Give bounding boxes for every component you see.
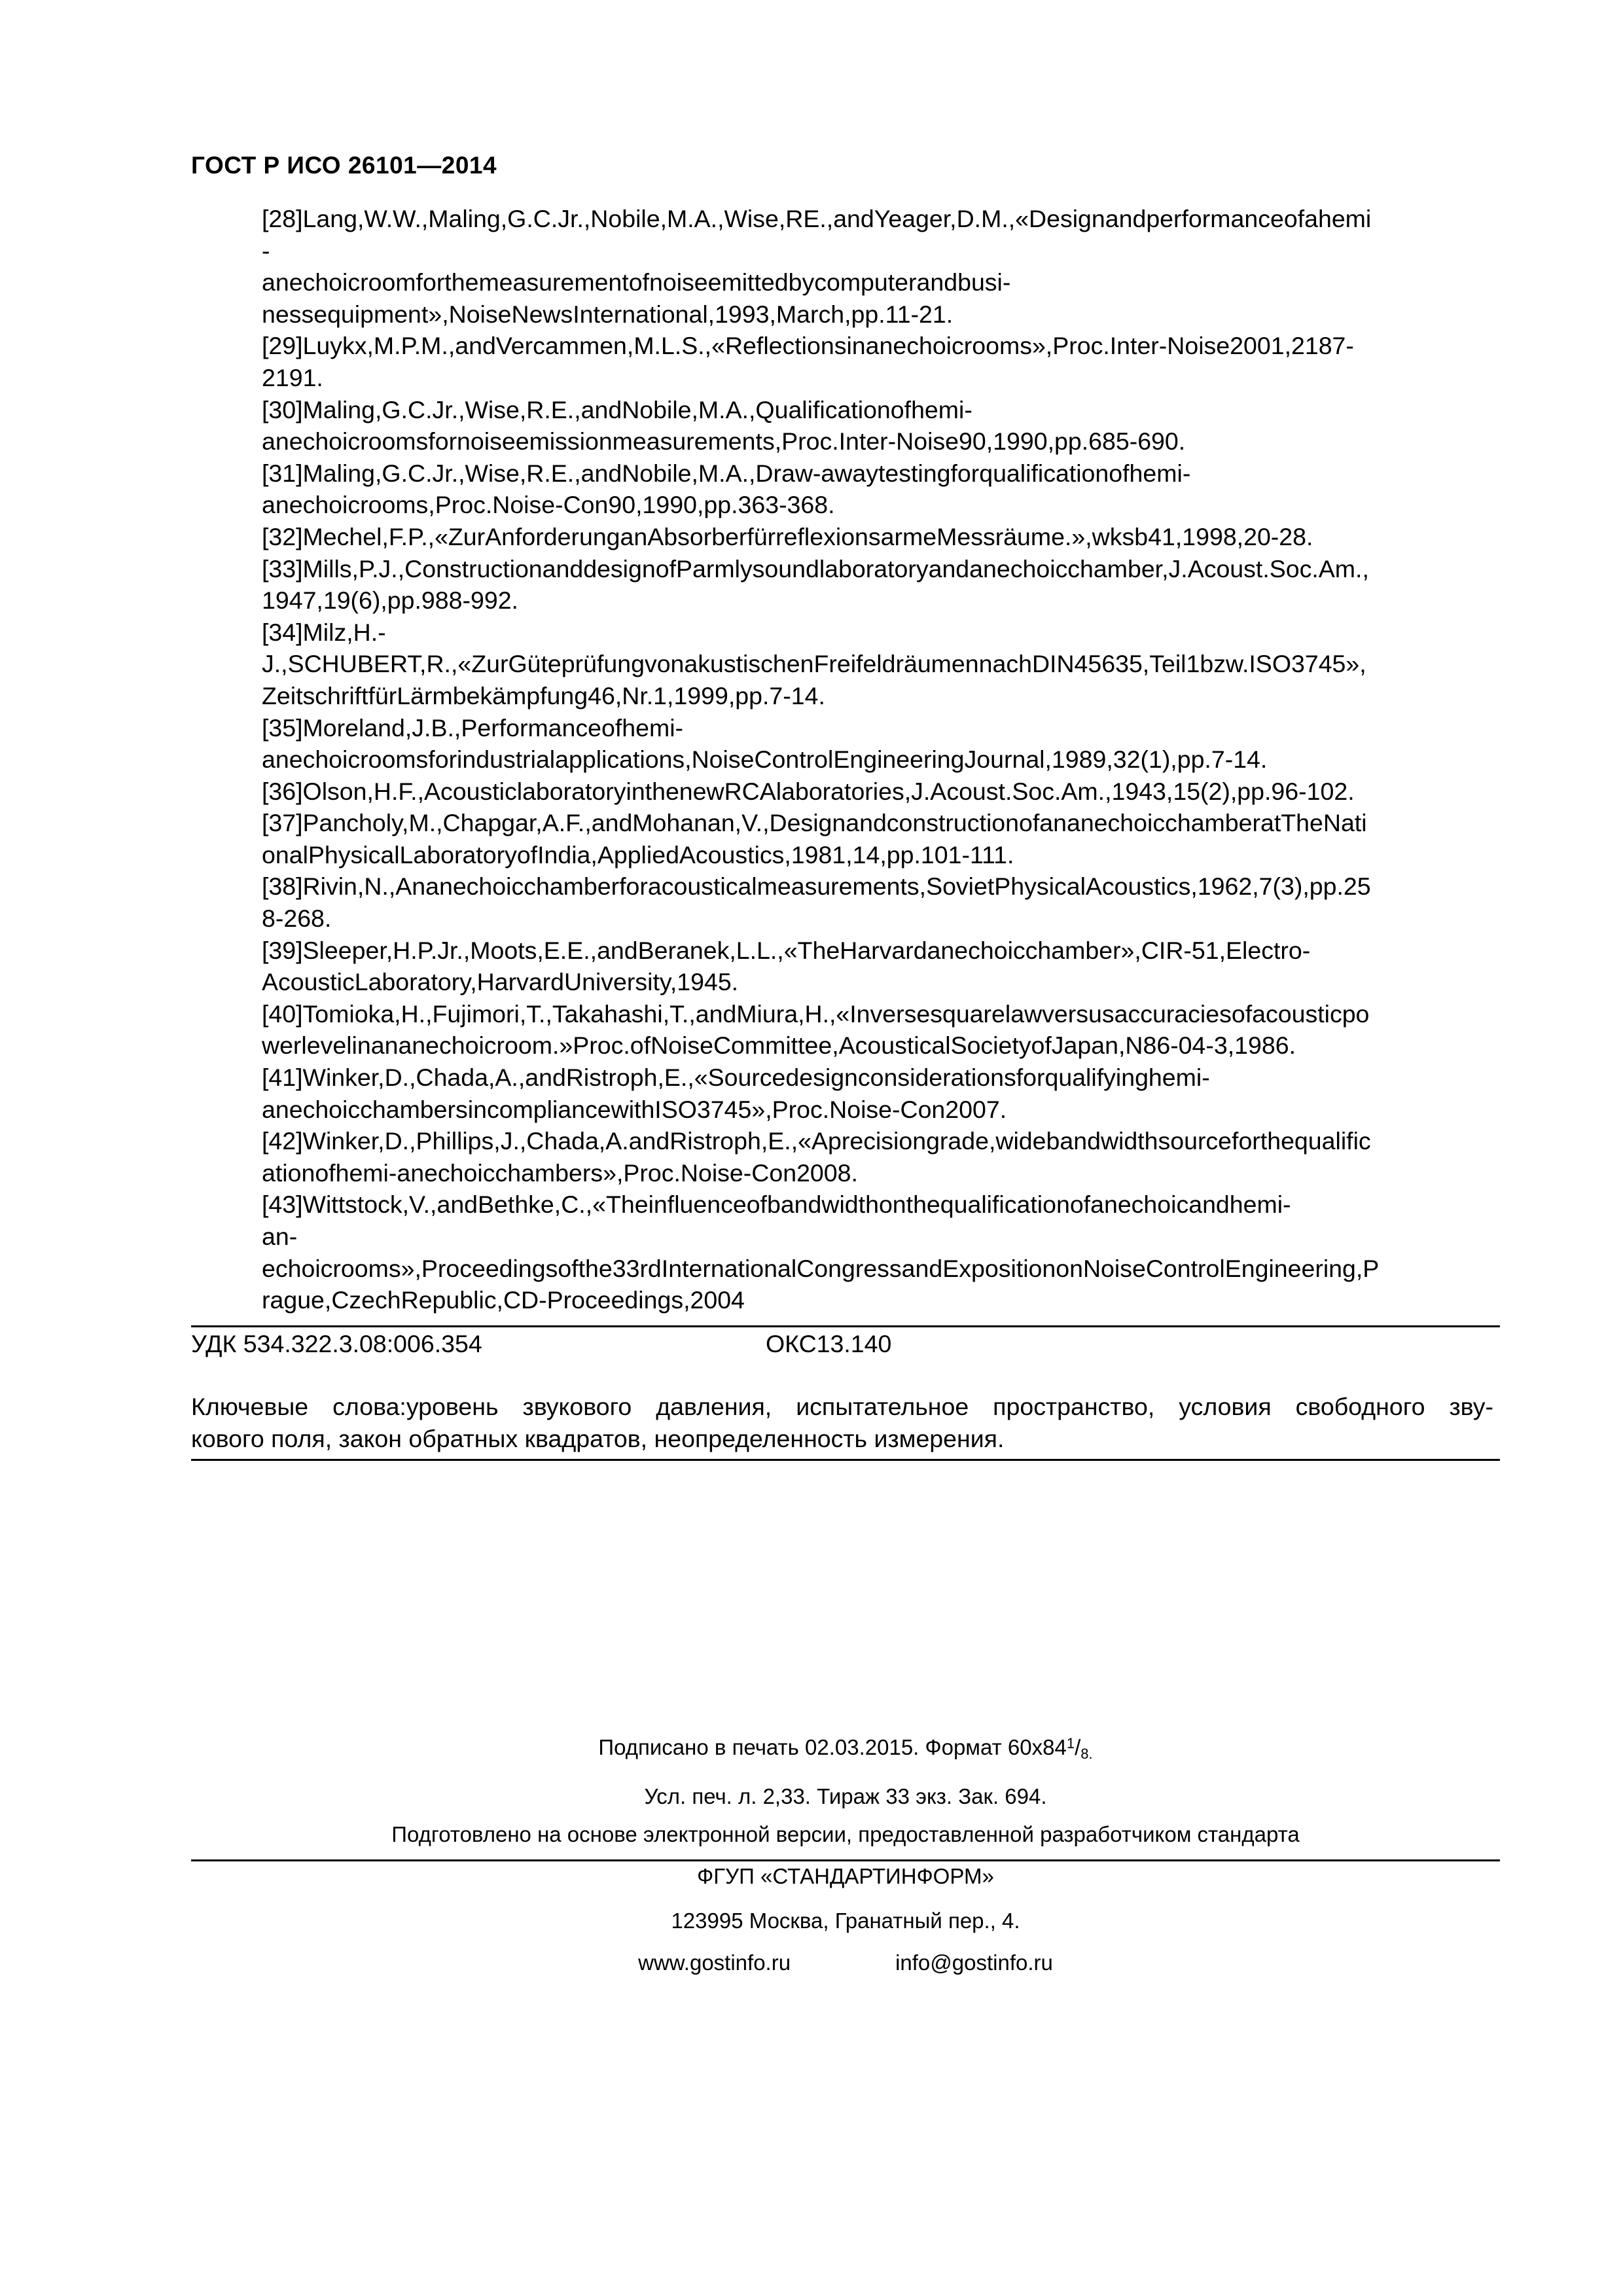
reference-line: AcousticLaboratory,HarvardUniversity,1945. xyxy=(262,968,739,996)
reference-line: rague,CzechRepublic,CD-Proceedings,2004 xyxy=(262,1286,745,1314)
reference-line: [33]Mills,P.J.,ConstructionanddesignofParmlysoundlaboratoryandanechoicchamber,J.Acoust.Soc.Am., xyxy=(262,554,1369,583)
imprint-publisher: ФГУП «СТАНДАРТИНФОРМ» xyxy=(697,1864,994,1888)
reference-line: [34]Milz,H.- xyxy=(262,618,386,646)
format-slash: / xyxy=(1075,1735,1081,1759)
keywords-line: кового поля, закон обратных квадратов, неопределенность измерения. xyxy=(191,1424,1005,1452)
reference-40 xyxy=(262,998,1505,1062)
imprint-signed-text: Подписано в печать 02.03.2015. Формат 60x84 xyxy=(598,1735,1067,1759)
imprint-address: 123995 Москва, Гранатный пер., 4. xyxy=(671,1909,1020,1933)
reference-line: onalPhysicalLaboratoryofIndia,AppliedAcoustics,1981,14,pp.101-111. xyxy=(262,840,1014,869)
reference-line: 2191. xyxy=(262,363,323,391)
reference-line: 8-268. xyxy=(262,905,332,933)
format-numerator: 1 xyxy=(1066,1735,1075,1751)
reference-line: [43]Wittstock,V.,andBethke,C.,«Theinfluenceofbandwidthonthequalificationofanechoicandhemi- xyxy=(262,1191,1291,1219)
udk-code: УДК 534.322.3.08:006.354 xyxy=(191,1330,482,1357)
imprint-contacts xyxy=(191,1950,1500,1975)
reference-line: anechoicrooms,Proc.Noise-Con90,1990,pp.363-368. xyxy=(262,491,835,519)
reference-line: anechoicroomforthemeasurementofnoiseemittedbycomputerandbusi- xyxy=(262,268,1011,296)
reference-line: [32]Mechel,F.P.,«ZurAnforderunganAbsorberfürreflexionsarmeMessräume.»,wksb41,1998,20-28. xyxy=(262,522,1313,550)
reference-39 xyxy=(262,935,1505,998)
reference-line: [29]Luykx,M.P.M.,andVercammen,M.L.S.,«Reflectionsinanechoicrooms»,Proc.Inter-Noise2001,2187- xyxy=(262,332,1354,360)
reference-line: anechoicroomsfornoiseemissionmeasurements,Proc.Inter-Noise90,1990,pp.685-690. xyxy=(262,427,1186,456)
reference-line: anechoicchambersincompliancewithISO3745»,Proc.Noise-Con2007. xyxy=(262,1095,1007,1123)
reference-43 xyxy=(262,1189,1505,1316)
keywords-bottom-rule xyxy=(191,1459,1500,1461)
reference-32 xyxy=(262,521,1505,553)
document-header: ГОСТ Р ИСО 26101—2014 xyxy=(191,152,497,179)
reference-line: [37]Pancholy,M.,Chapgar,A.F.,andMohanan,V.,DesignandconstructionofananechoicchamberatTheNati xyxy=(262,809,1367,837)
reference-38 xyxy=(262,870,1505,934)
reference-42 xyxy=(262,1125,1505,1189)
reference-line: echoicrooms»,Proceedingsofthe33rdInternationalCongressandExpositiononNoiseControlEngineering,P xyxy=(262,1254,1380,1282)
reference-list xyxy=(262,203,1505,1316)
reference-line: J.,SCHUBERT,R.,«ZurGüteprüfungvonakustischenFreifeldräumennachDIN45635,Teil1bzw.ISO3745», xyxy=(262,650,1366,678)
reference-line: ZeitschriftfürLärmbekämpfung46,Nr.1,1999,pp.7-14. xyxy=(262,681,825,709)
imprint-rule xyxy=(191,1859,1500,1861)
imprint-prepared-note: Подготовлено на основе электронной версии, предоставленной разработчиком стандарта xyxy=(391,1822,1300,1846)
reference-28 xyxy=(262,203,1505,330)
reference-line: [39]Sleeper,H.P.Jr.,Moots,E.E.,andBeranek,L.L.,«TheHarvardanechoicchamber»,CIR-51,Electro- xyxy=(262,936,1311,964)
reference-line: [36]Olson,H.F.,AcousticlaboratoryinthenewRCAlaboratories,J.Acoust.Soc.Am.,1943,15(2),pp.96-102. xyxy=(262,777,1355,805)
reference-line: [40]Tomioka,H.,Fujimori,T.,Takahashi,T.,andMiura,H.,«Inversesquarelawversusaccuraciesofacousticpo xyxy=(262,999,1370,1028)
reference-33 xyxy=(262,553,1505,617)
reference-line: [42]Winker,D.,Phillips,J.,Chada,A.andRistroph,E.,«Aprecisiongrade,widebandwidthsourceforthequalific xyxy=(262,1127,1371,1155)
reference-31 xyxy=(262,457,1505,521)
reference-line: nessequipment»,NoiseNewsInternational,1993,March,pp.11-21. xyxy=(262,300,954,328)
reference-line: - xyxy=(262,236,270,264)
imprint-signed xyxy=(191,1735,1500,1763)
imprint-print-info: Усл. печ. л. 2,33. Тираж 33 экз. Зак. 694. xyxy=(644,1784,1047,1808)
reference-line: [41]Winker,D.,Chada,A.,andRistroph,E.,«Sourcedesignconsiderationsforqualifyinghemi- xyxy=(262,1064,1210,1092)
website-link[interactable]: www.gostinfo.ru xyxy=(638,1950,791,1975)
reference-line: [38]Rivin,N.,Ananechoicchamberforacousticalmeasurements,SovietPhysicalAcoustics,1962,7(3),pp.25 xyxy=(262,872,1371,901)
reference-line: werlevelinananechoicroom.»Proc.ofNoiseCommittee,AcousticalSocietyofJapan,N86-04-3,1986. xyxy=(262,1031,1296,1060)
keywords-line: Ключевые слова:уровень звукового давления, испытательное пространство, условия свободного зву- xyxy=(191,1393,1493,1420)
format-denominator: 8. xyxy=(1080,1746,1093,1762)
reference-line: anechoicroomsforindustrialapplications,NoiseControlEngineeringJournal,1989,32(1),pp.7-14. xyxy=(262,745,1268,774)
email-link[interactable]: info@gostinfo.ru xyxy=(895,1950,1053,1975)
keywords-block xyxy=(191,1391,1493,1454)
reference-37 xyxy=(262,807,1505,870)
classification-top-rule xyxy=(191,1325,1500,1327)
oks-code: ОКС13.140 xyxy=(766,1330,892,1357)
reference-line: [30]Maling,G.C.Jr.,Wise,R.E.,andNobile,M.A.,Qualificationofhemi- xyxy=(262,395,972,423)
reference-line: 1947,19(6),pp.988-992. xyxy=(262,586,518,615)
reference-41 xyxy=(262,1062,1505,1125)
reference-29 xyxy=(262,330,1505,393)
reference-line: [35]Moreland,J.B.,Performanceofhemi- xyxy=(262,713,684,742)
reference-34 xyxy=(262,617,1505,712)
reference-36 xyxy=(262,776,1505,808)
reference-30 xyxy=(262,394,1505,457)
reference-line: [31]Maling,G.C.Jr.,Wise,R.E.,andNobile,M.A.,Draw-awaytestingforqualificationofhemi- xyxy=(262,459,1191,487)
reference-35 xyxy=(262,712,1505,776)
reference-line: [28]Lang,W.W.,Maling,G.C.Jr.,Nobile,M.A.,Wise,RE.,andYeager,D.M.,«Designandperformanceofahemi xyxy=(262,205,1372,232)
reference-line: an- xyxy=(262,1223,298,1250)
reference-line: ationofhemi-anechoicchambers»,Proc.Noise-Con2008. xyxy=(262,1158,858,1187)
